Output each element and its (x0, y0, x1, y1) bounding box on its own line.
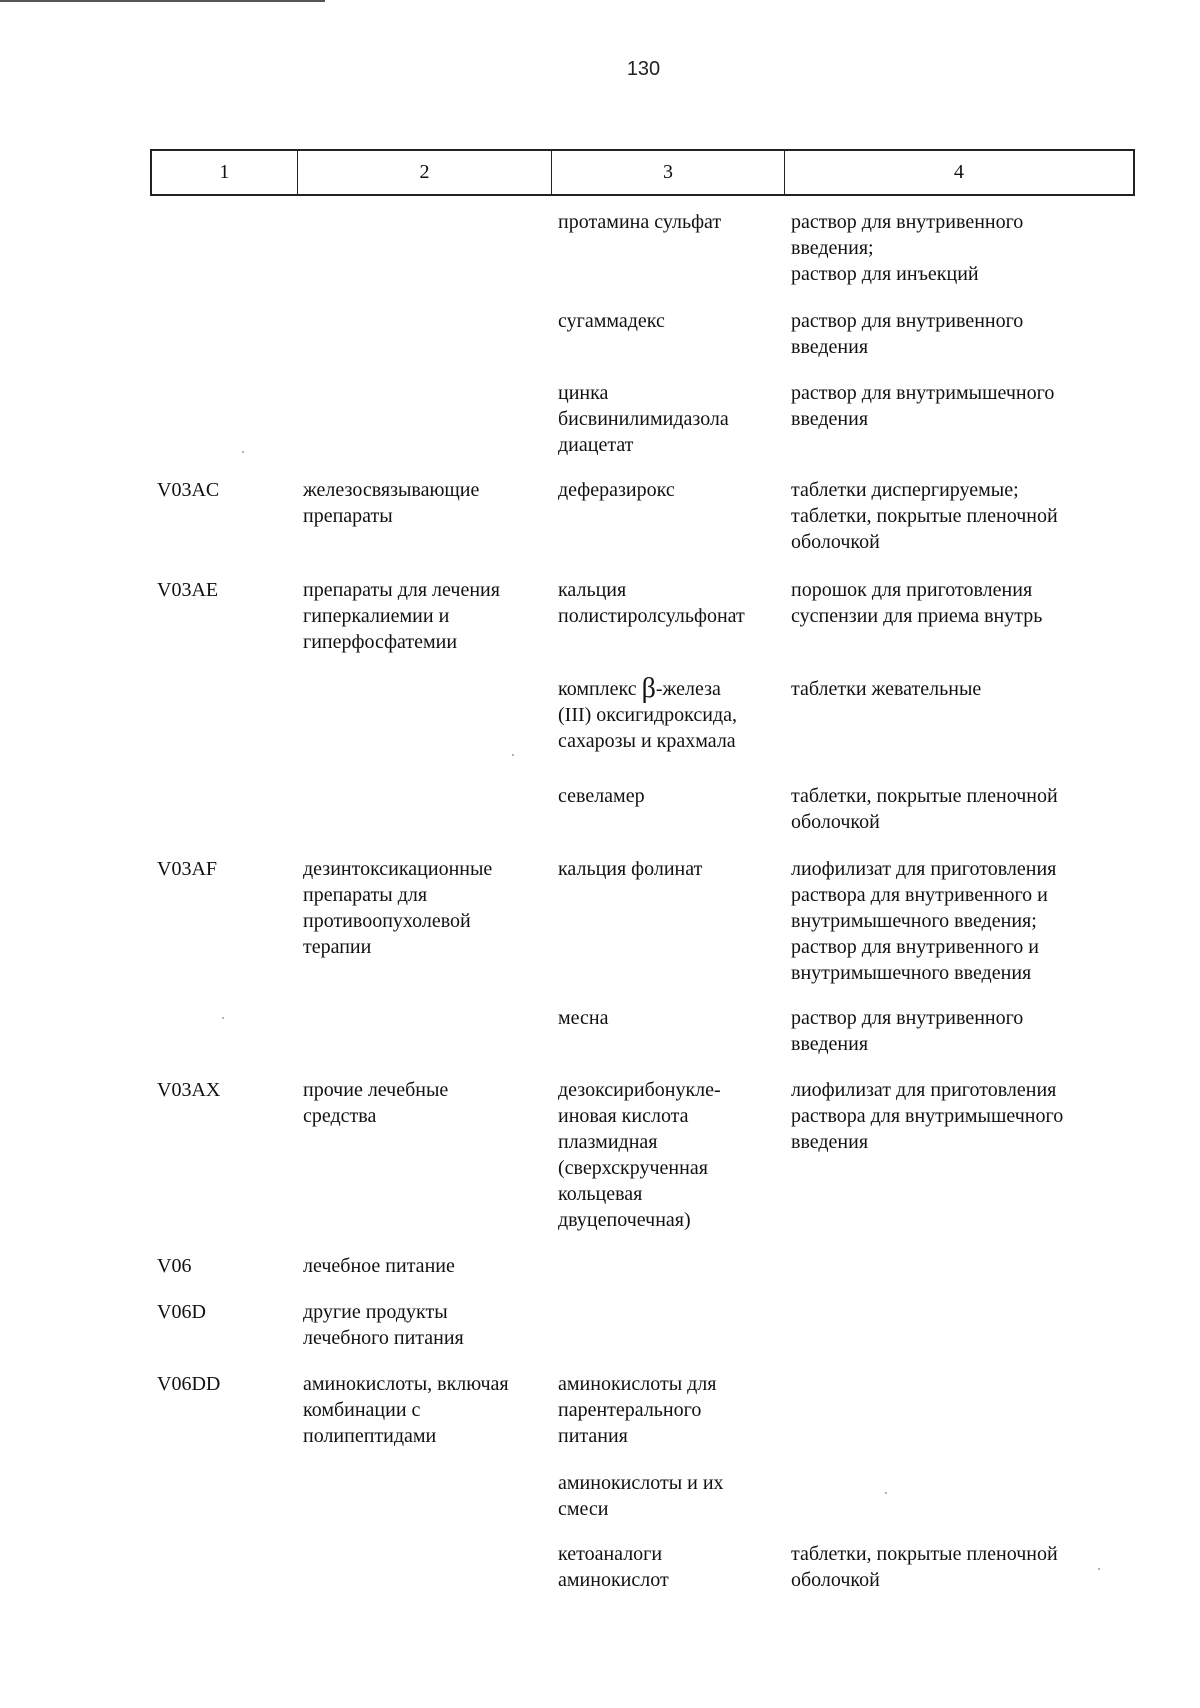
header-col-4: 4 (953, 161, 964, 183)
header-col-3: 3 (552, 151, 785, 194)
dosage-form: таблетки жевательные (791, 678, 982, 700)
drug-name: кетоаналоги аминокислот (558, 1543, 669, 1591)
scan-speck (885, 1492, 887, 1494)
scan-speck (222, 1017, 224, 1019)
atc-code: V06 (157, 1255, 192, 1277)
page-number: 130 (626, 58, 661, 80)
dosage-form: таблетки, покрытые пленочной оболочкой (791, 785, 1058, 833)
dosage-form: раствор для внутримышечного введения (791, 382, 1055, 430)
drug-name: цинка бисвинилимидазола диацетат (558, 382, 729, 456)
group-name: железосвязывающие препараты (303, 479, 480, 527)
dosage-form: раствор для внутривенного введения; раствор для инъекций (791, 211, 1024, 285)
drug-name: месна (558, 1007, 609, 1029)
drug-name: аминокислоты для парентерального питания (558, 1373, 717, 1447)
drug-name: аминокислоты и их смеси (558, 1472, 724, 1520)
table-header (150, 149, 1135, 196)
dosage-form: таблетки диспергируемые; таблетки, покрытые пленочной оболочкой (791, 479, 1058, 553)
header-col-1: 1 (152, 151, 298, 194)
group-name: прочие лечебные средства (303, 1079, 449, 1127)
dosage-form: раствор для внутривенного введения (791, 310, 1024, 358)
drug-name: дезоксирибонукле- иновая кислота плазмидная (сверхскрученная кольцевая двуцепочечная) (558, 1079, 721, 1231)
drug-name (558, 673, 783, 754)
beta-symbol: β (641, 673, 656, 704)
drug-name: сугаммадекс (558, 310, 665, 332)
drug-name: севеламер (558, 785, 645, 807)
dosage-form: порошок для приготовления суспензии для приема внутрь (791, 579, 1043, 627)
atc-code: V06D (157, 1301, 206, 1323)
drug-name: кальция полистиролсульфонат (558, 579, 745, 627)
atc-code: V03AX (157, 1079, 221, 1101)
group-name: препараты для лечения гиперкалиемии и гиперфосфатемии (303, 579, 500, 653)
group-name: лечебное питание (303, 1255, 455, 1277)
atc-code: V03AC (157, 479, 220, 501)
scan-speck (242, 451, 244, 453)
group-name: аминокислоты, включая комбинации с полипептидами (303, 1373, 509, 1447)
drug-name-suffix: -железа (III) оксигидроксида, сахарозы и крахмала (558, 678, 738, 752)
atc-code: V03AF (157, 858, 218, 880)
drug-name-prefix: комплекс (558, 678, 642, 700)
dosage-form: лиофилизат для приготовления раствора для внутривенного и внутримышечного введения; раствор для внутривенного и внутримышечного введения (791, 858, 1057, 984)
drug-name: деферазирокс (558, 479, 675, 501)
dosage-form: таблетки, покрытые пленочной оболочкой (791, 1543, 1058, 1591)
header-col-2: 2 (298, 151, 552, 194)
group-name: дезинтоксикационные препараты для противоопухолевой терапии (303, 858, 493, 958)
atc-code: V03AE (157, 579, 219, 601)
atc-code: V06DD (157, 1373, 221, 1395)
drug-name: протамина сульфат (558, 211, 722, 233)
drug-name: кальция фолинат (558, 858, 703, 880)
dosage-form: раствор для внутривенного введения (791, 1007, 1024, 1055)
scan-edge-line (0, 0, 325, 2)
scan-speck (512, 754, 514, 756)
group-name: другие продукты лечебного питания (303, 1301, 464, 1349)
scan-speck (1098, 1568, 1100, 1570)
dosage-form: лиофилизат для приготовления раствора для внутримышечного введения (791, 1079, 1064, 1153)
